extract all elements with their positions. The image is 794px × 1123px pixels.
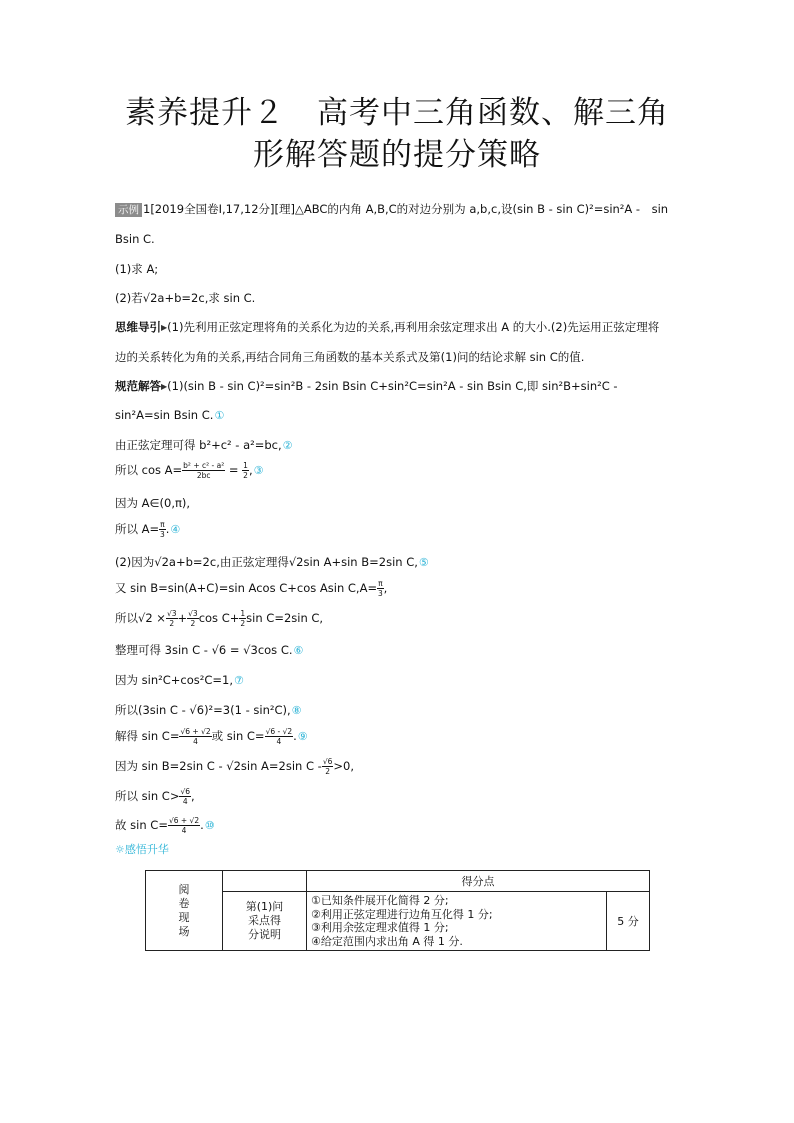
example-stem: 1[2019全国卷Ⅰ,17,12分][理]△ABC的内角 A,B,C的对边分别为 a,b,c,设(sin B - sin C)²=sin²A - sin [143,202,669,216]
table-item: ①已知条件展开化简得 2 分; [311,894,449,907]
fraction: $\frac{√3}{2}$ [188,609,198,628]
solution-line16: 故 sin C= $\frac{√6 + √2}{4}$ .⑩ [115,816,215,835]
solution-line3 [115,436,293,455]
table-item: ④给定范围内求出角 A 得 1 分. [311,934,463,948]
fraction: $\frac{\pi}{3}$ [377,579,383,598]
score-mark-4: ④ [170,523,181,536]
example-line2: Bsin C. [115,232,155,246]
score-mark-9: ⑨ [297,730,308,743]
score-mark-7: ⑦ [234,674,244,687]
score-mark-3: ③ [253,464,264,477]
table-header: 得分点 [307,871,650,892]
solution-line12: 所以(3sin C - √6)²=3(1 - sin²C),⑧ [115,703,302,717]
table-empty-header [223,871,307,892]
table-side-label: 阅 卷 现 场 [146,871,223,951]
solution-line4: 所以 cos A= $\frac{\text{b² + c² - a²}}{2bc}$ = $\frac{1}{2}$ ,③ [115,461,264,480]
table-score: 5 分 [607,892,650,951]
solution-arrow-icon: ▶ [161,382,168,391]
fraction: $\frac{√6}{2}$ [322,757,333,776]
fraction: $\frac{\pi}{3}$ [160,520,165,539]
guide-line2: 边的关系转化为角的关系,再结合同角三角函数的基本关系式及第(1)问的结论求解 sin C的值. [115,350,585,364]
solution-line11: 因为 sin²C+cos²C=1,⑦ [115,673,244,687]
page-title-line1: 素养提升２ 高考中三角函数、解三角 [125,95,669,131]
solution-line8: 又 sin B=sin(A+C)=sin Acos C+cos Asin C,A= $\frac{\pi}{3}$ , [115,579,388,598]
solution-s2: sin²A=sin Bsin C. [115,408,214,422]
score-mark-5: ⑤ [418,556,429,569]
score-mark-8: ⑧ [291,704,302,717]
guide-label: 思维导引 [115,320,161,334]
solution-line9: 所以√2 × $\frac{√3}{2}$ + $\frac{√3}{2}$ cos C+ $\frac{1}{2}$ sin C=2sin C, [115,609,324,628]
guide-arrow-icon: ▶ [161,323,168,332]
fraction: $\frac{1}{2}$ [243,461,248,480]
solution-s1: (1)(sin B - sin C)²=sin²B - 2sin Bsin C+sin²C=sin²A - sin Bsin C,即 sin²B+sin²C - [167,379,618,393]
fraction: $\frac{√6 + √2}{4}$ [168,816,200,835]
lightbulb-icon: ☼ [115,843,125,856]
fraction: $\frac{√3}{2}$ [166,609,177,628]
guide-line1 [115,318,659,337]
score-mark-6: ⑥ [293,644,304,657]
solution-line1 [115,377,618,396]
feel-label: 感悟升华 [124,843,169,856]
table-item: ③利用余弦定理求值得 1 分; [311,921,449,934]
fraction: $\frac{√6 + √2}{4}$ [180,727,211,746]
page-title-line2: 形解答题的提分策略 [253,137,541,173]
solution-line15: 所以 sin C> $\frac{√6}{4}$ , [115,787,195,806]
solution-s3: 由正弦定理可得 b²+c² - a²=bc, [115,438,282,452]
score-mark-10: ⑩ [204,819,215,832]
score-mark-1: ① [214,409,225,422]
fraction: $\frac{\text{b² + c² - a²}}{2bc}$ [183,461,225,480]
scoring-table [145,870,650,951]
solution-line14: 因为 sin B=2sin C - √2sin A=2sin C - $\frac{√6}{2}$ >0, [115,757,354,776]
table-row-label: 第(1)问 采点得 分说明 [223,892,307,951]
table-items [307,892,607,951]
score-mark-2: ② [282,439,293,452]
solution-label: 规范解答 [115,379,161,393]
solution-line5: 因为 A∈(0,π), [115,496,191,510]
fraction: $\frac{√6 - √2}{4}$ [265,727,293,746]
solution-line10: 整理可得 3sin C - √6 = √3cos C.⑥ [115,643,304,657]
fraction: $\frac{1}{2}$ [240,609,246,628]
solution-s4-pre: 所以 cos A= [115,463,183,477]
solution-line7: (2)因为√2a+b=2c,由正弦定理得√2sin A+sin B=2sin C,⑤ [115,555,429,569]
question-2: (2)若√2a+b=2c,求 sin C. [115,291,256,305]
solution-line13: 解得 sin C= $\frac{√6 + √2}{4}$ 或 sin C= $\frac{√6 - √2}{4}$ .⑨ [115,727,308,746]
example-line1 [115,200,668,218]
solution-line6: 所以 A= $\frac{\pi}{3}$ .④ [115,520,181,539]
example-tag: 示例 [115,203,142,217]
question-1: (1)求 A; [115,262,159,276]
guide-text1: (1)先利用正弦定理将角的关系化为边的关系,再利用余弦定理求出 A 的大小.(2)先运用正弦定理将 [167,320,660,334]
feel-heading [115,840,169,859]
table-item: ②利用正弦定理进行边角互化得 1 分; [311,907,493,921]
fraction: $\frac{√6}{4}$ [180,787,191,806]
solution-line2 [115,406,224,425]
